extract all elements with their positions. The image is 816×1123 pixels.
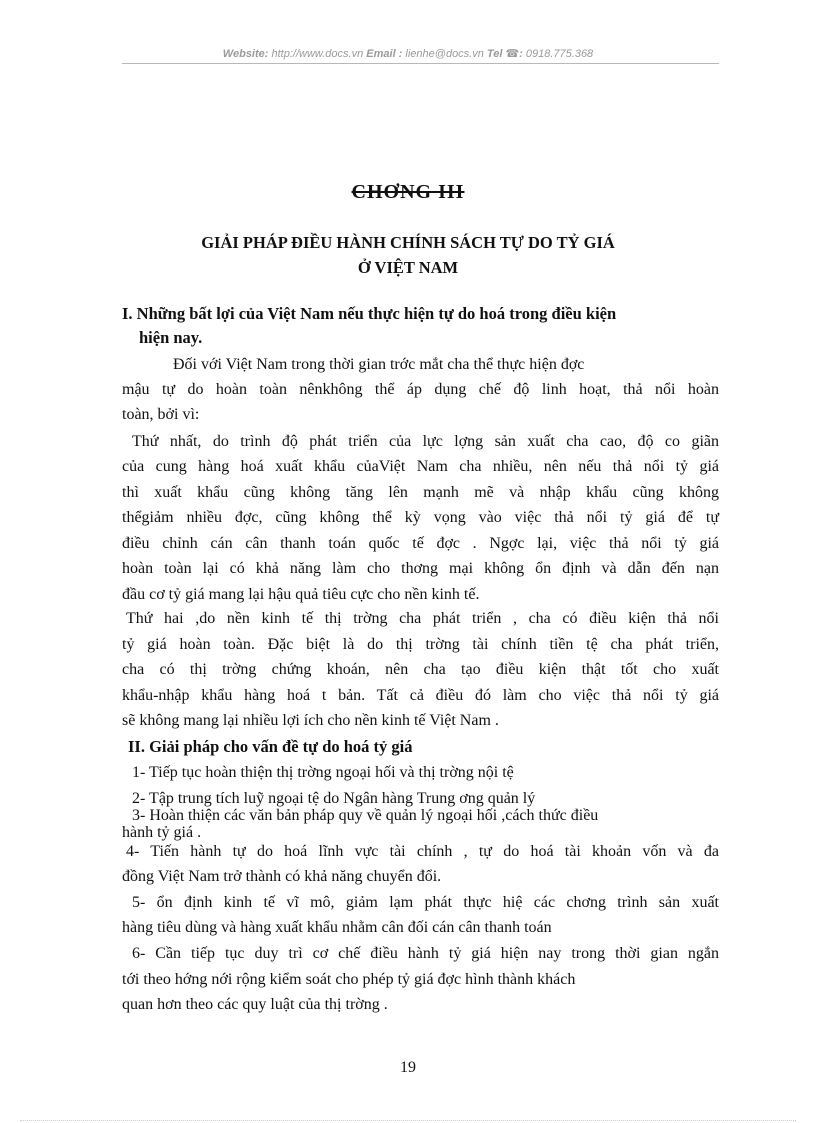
paragraph-line: khẩu-nhập khẩu hàng hoá t bản. Tất cả điều đó làm cho việc thả nổi tỷ giá (122, 687, 719, 704)
paragraph-line: cha có thị trờng chứng khoán, nên cha tạo điều kiện thật tốt cho xuất (122, 661, 719, 678)
title-line-2: Ở VIỆT NAM (357, 258, 459, 277)
email-value[interactable]: lienhe@docs.vn (405, 48, 484, 60)
paragraph-line: hoàn toàn lại có khả năng làm cho thơng mại không ổn định và dẫn đến nạn (122, 560, 719, 577)
list-item: 2- Tập trung tích luỹ ngoại tệ do Ngân hàng Trung ơng quản lý (132, 790, 536, 807)
list-item: 4- Tiến hành tự do hoá lĩnh vực tài chính , tự do hoá tài khoản vốn và đa (126, 843, 719, 860)
paragraph-line: toàn, bởi vì: (122, 406, 200, 423)
paragraph-line: thểgiảm nhiều đợc, cũng không thể kỳ vọng vào việc thả nổi tỷ giá để tự (122, 509, 719, 526)
chapter-heading: CHƠNG III (351, 181, 465, 203)
title-line-1: GIẢI PHÁP ĐIỀU HÀNH CHÍNH SÁCH TỰ DO TỶ GIÁ (201, 233, 615, 252)
page-number: 19 (400, 1059, 416, 1076)
page-header (0, 47, 816, 60)
paragraph-line: thì xuất khẩu cũng không tăng lên mạnh mẽ và nhập khẩu cũng không (122, 484, 719, 501)
tel-value: 0918.775.368 (525, 48, 594, 60)
paragraph-line: điều chỉnh cán cân thanh toán quốc tế đợc . Ngợc lại, việc thả nổi tỷ giá (122, 535, 719, 552)
paragraph-line: của cung hàng hoá xuất khẩu củaViệt Nam cha nhiều, nên nếu thả nổi tỷ giá (122, 458, 719, 475)
paragraph-line: tỷ giá hoàn toàn. Đặc biệt là do thị trờng tài chính tiền tệ cha phát triển, (122, 636, 719, 653)
list-item: 6- Cần tiếp tục duy trì cơ chế điều hành tỷ giá hiện nay trong thời gian ngắn (132, 945, 719, 962)
section1-heading-cont: hiện nay. (139, 328, 203, 347)
paragraph-line: sẽ không mang lại nhiều lợi ích cho nền kinh tế Việt Nam . (122, 712, 499, 729)
list-item: tới theo hớng nới rộng kiểm soát cho phép tỷ giá đợc hình thành khách (122, 971, 576, 988)
paragraph-line: Thứ hai ,do nền kinh tế thị trờng cha phát triển , cha có điều kiện thả nổi (126, 610, 719, 627)
list-item: quan hơn theo các quy luật của thị trờng . (122, 996, 388, 1013)
section2-heading: II. Giải pháp cho vấn đề tự do hoá tỷ giá (128, 737, 413, 756)
list-item: 1- Tiếp tục hoàn thiện thị trờng ngoại hối và thị trờng nội tệ (132, 764, 514, 781)
tel-label: Tel ☎: (486, 48, 523, 60)
paragraph-line: đầu cơ tỷ giá mang lại hậu quả tiêu cực cho nền kinh tế. (122, 586, 480, 603)
header-divider (122, 63, 719, 64)
email-label: Email : (366, 48, 403, 60)
website-value[interactable]: http://www.docs.vn (271, 48, 364, 60)
footer-divider (20, 1120, 796, 1121)
list-item: 5- ổn định kinh tế vĩ mô, giảm lạm phát thực hiệ các chơng trình sản xuất (132, 894, 719, 911)
list-item: đồng Việt Nam trở thành có khả năng chuyển đổi. (122, 868, 442, 885)
paragraph-line: Đối với Việt Nam trong thời gian trớc mắt cha thể thực hiện đợc (173, 356, 585, 373)
paragraph-line: Thứ nhất, do trình độ phát triển của lực lợng sản xuất cha cao, độ co giãn (132, 433, 719, 450)
paragraph-line: mậu tự do hoàn toàn nênkhông thể áp dụng chế độ linh hoạt, thả nổi hoàn (122, 381, 719, 398)
list-item: hàng tiêu dùng và hàng xuất khẩu nhằm cân đối cán cân thanh toán (122, 919, 552, 936)
section1-heading: I. Những bất lợi của Việt Nam nếu thực hiện tự do hoá trong điều kiện (122, 304, 617, 323)
website-label: Website: (222, 48, 269, 60)
list-item: hành tỷ giá . (122, 824, 202, 841)
list-item: 3- Hoàn thiện các văn bản pháp quy về quản lý ngoại hối ,cách thức điều (132, 807, 599, 824)
